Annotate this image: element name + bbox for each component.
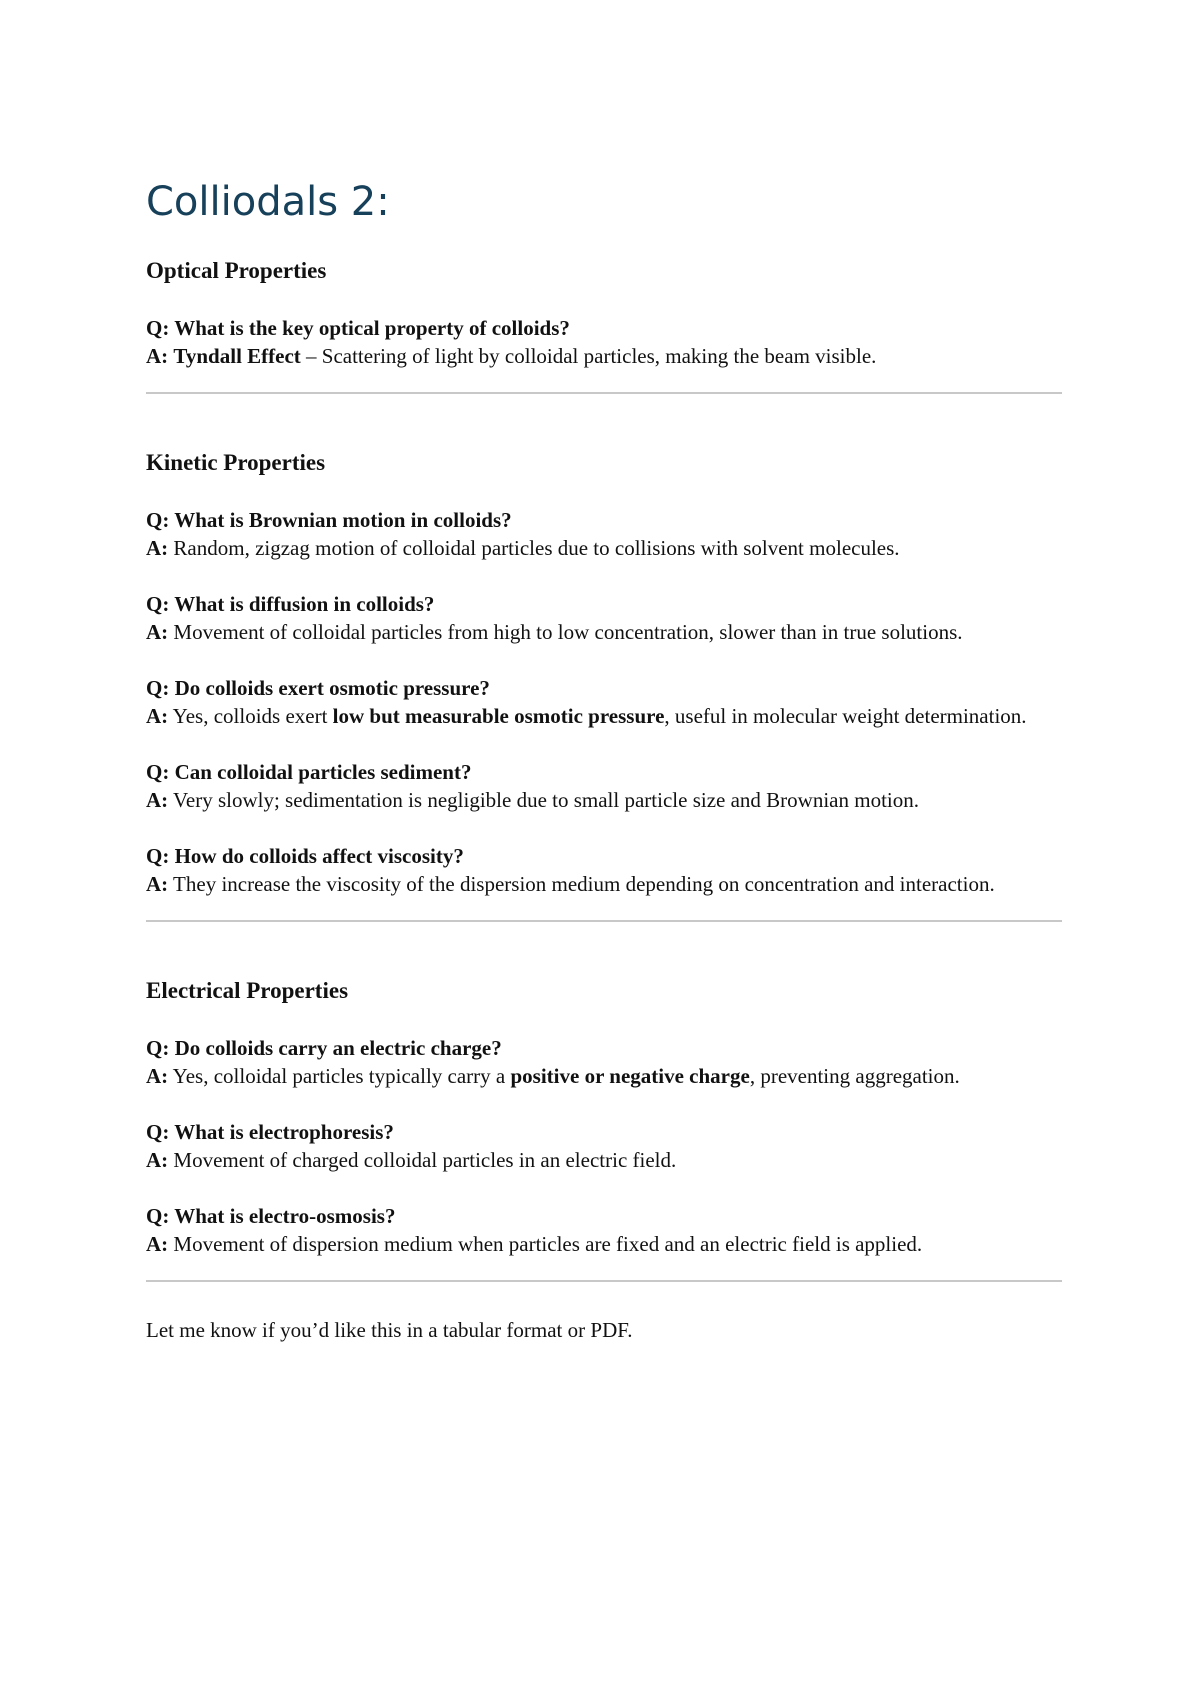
section-optical-properties [146, 256, 1062, 370]
question: Q: What is the key optical property of colloids? [146, 316, 570, 340]
document-page [146, 178, 1062, 1344]
answer-text: Movement of colloidal particles from high to low concentration, slower than in true solutions. [168, 620, 963, 644]
answer [146, 618, 1062, 646]
answer-text: Movement of charged colloidal particles in an electric field. [168, 1148, 677, 1172]
question: Q: What is Brownian motion in colloids? [146, 508, 512, 532]
answer-text: They increase the viscosity of the dispersion medium depending on concentration and interaction. [168, 872, 995, 896]
section-divider [146, 1280, 1062, 1282]
answer-text: Yes, colloidal particles typically carry a [168, 1064, 511, 1088]
qa-item [146, 1202, 1062, 1258]
question: Q: Do colloids carry an electric charge? [146, 1036, 502, 1060]
answer-prefix: A: [146, 704, 169, 728]
footer-note: Let me know if you’d like this in a tabular format or PDF. [146, 1318, 633, 1342]
qa-item [146, 590, 1062, 646]
section-kinetic-properties [146, 448, 1062, 898]
answer-text: Movement of dispersion medium when particles are fixed and an electric field is applied. [168, 1232, 923, 1256]
answer-text: , preventing aggregation. [749, 1064, 960, 1088]
section-divider [146, 920, 1062, 922]
answer [146, 870, 1062, 898]
answer [146, 702, 1062, 730]
answer-text: Very slowly; sedimentation is negligible due to small particle size and Brownian motion. [168, 788, 919, 812]
question: Q: What is electro-osmosis? [146, 1204, 396, 1228]
answer [146, 786, 1062, 814]
answer [146, 1062, 1062, 1090]
answer-prefix: A: [146, 788, 169, 812]
page-title: Colliodals 2: [146, 179, 390, 225]
answer-prefix: A: [146, 620, 169, 644]
answer-bold-term: positive or negative charge [510, 1064, 750, 1088]
qa-item [146, 1034, 1062, 1090]
qa-item [146, 314, 1062, 370]
answer-prefix: A: [146, 536, 169, 560]
answer-text: Random, zigzag motion of colloidal particles due to collisions with solvent molecules. [168, 536, 900, 560]
question: Q: What is diffusion in colloids? [146, 592, 435, 616]
answer-prefix: A: [146, 1064, 169, 1088]
answer-bold-term: low but measurable osmotic pressure [332, 704, 665, 728]
answer [146, 342, 1062, 370]
section-heading: Optical Properties [146, 258, 327, 283]
answer [146, 534, 1062, 562]
qa-item [146, 506, 1062, 562]
qa-item [146, 758, 1062, 814]
section-heading: Kinetic Properties [146, 450, 326, 475]
qa-item [146, 674, 1062, 730]
qa-item [146, 1118, 1062, 1174]
answer-prefix: A: [146, 1148, 169, 1172]
question: Q: Do colloids exert osmotic pressure? [146, 676, 490, 700]
question: Q: Can colloidal particles sediment? [146, 760, 472, 784]
question: Q: What is electrophoresis? [146, 1120, 394, 1144]
answer-prefix: A: [146, 1232, 169, 1256]
question: Q: How do colloids affect viscosity? [146, 844, 464, 868]
answer-text: , useful in molecular weight determination. [664, 704, 1027, 728]
section-electrical-properties [146, 976, 1062, 1258]
section-divider [146, 392, 1062, 394]
answer-bold-term: Tyndall Effect [173, 344, 301, 368]
answer-text: – Scattering of light by colloidal particles, making the beam visible. [300, 344, 877, 368]
answer-prefix: A: [146, 872, 169, 896]
answer-text: Yes, colloids exert [168, 704, 333, 728]
qa-item [146, 842, 1062, 898]
answer [146, 1230, 1062, 1258]
section-heading: Electrical Properties [146, 978, 349, 1003]
answer [146, 1146, 1062, 1174]
answer-prefix: A: [146, 344, 169, 368]
